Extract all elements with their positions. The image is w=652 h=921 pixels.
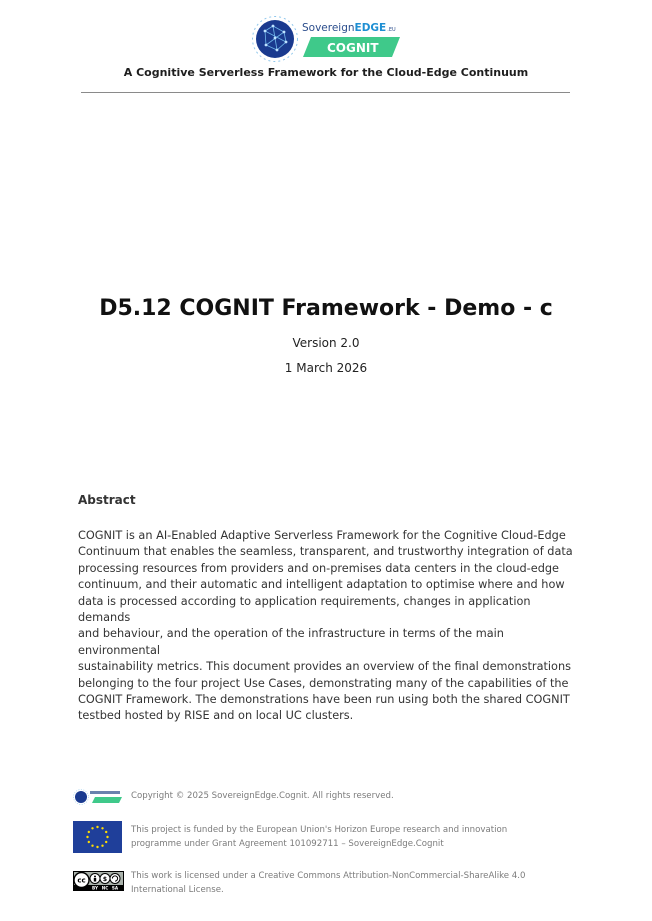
footer-funding-row (73, 821, 593, 855)
abstract-line: and behaviour, and the operation of the infrastructure in terms of the main environmental (78, 627, 504, 657)
logo-brand-text: SovereignEDGE.EU (302, 22, 396, 34)
funding-line: This project is funded by the European Union's Horizon Europe research and innovation (131, 825, 508, 835)
document-version: Version 2.0 (292, 336, 360, 350)
abstract-line: data is processed according to application requirements, changes in application demands (78, 594, 531, 625)
copyright-text: Copyright © 2025 SovereignEdge.Cognit. All rights reserved. (131, 791, 394, 801)
eu-flag-icon (73, 821, 122, 853)
svg-text:BY: BY (92, 885, 98, 891)
cc-license-badge-icon (73, 871, 124, 891)
svg-text:cc: cc (77, 876, 86, 885)
logo-graphic (249, 14, 409, 64)
document-date: 1 March 2026 (284, 361, 368, 375)
funding-text (131, 823, 561, 851)
tagline: A Cognitive Serverless Framework for the Cloud-Edge Continuum (123, 66, 529, 79)
license-line: This work is licensed under a Creative Commons Attribution-NonCommercial-ShareAlike 4.0 (131, 871, 526, 881)
document-title: D5.12 COGNIT Framework - Demo - c (99, 296, 553, 321)
footer-license-row (73, 869, 593, 903)
abstract-line: COGNIT is an AI-Enabled Adaptive Serverless Framework for the Cognitive Cloud-Edge (78, 529, 566, 542)
small-logo-icon (73, 788, 123, 806)
abstract-line: testbed hosted by RISE and on local UC clusters. (78, 709, 354, 723)
abstract-line: sustainability metrics. This document provides an overview of the final demonstrations (78, 660, 572, 674)
footer-copyright-row (73, 788, 593, 822)
svg-text:NC: NC (101, 885, 109, 891)
abstract-body (78, 528, 573, 725)
header-divider (81, 92, 570, 93)
logo-product-text: COGNIT (327, 41, 379, 55)
license-line: International License. (131, 885, 224, 895)
abstract-line: processing resources from providers and on-premises data centers in the cloud-edge (78, 561, 559, 575)
abstract-heading: Abstract (78, 493, 136, 507)
abstract-line: belonging to the four project Use Cases, demonstrating many of the capabilities of the (78, 676, 569, 690)
abstract-line: Continuum that enables the seamless, transparent, and trustworthy integration of data (78, 545, 573, 559)
svg-text:SA: SA (111, 885, 119, 891)
abstract-line: continuum, and their automatic and intelligent adaptation to optimise where and how (78, 578, 565, 592)
license-text (131, 869, 561, 897)
abstract-line: COGNIT Framework. The demonstrations have been run using both the shared COGNIT (78, 693, 570, 707)
sovereignedge-cognit-logo (249, 14, 409, 64)
funding-line: programme under Grant Agreement 101092711 – SovereignEdge.Cognit (131, 839, 444, 849)
svg-text:$: $ (102, 875, 108, 883)
